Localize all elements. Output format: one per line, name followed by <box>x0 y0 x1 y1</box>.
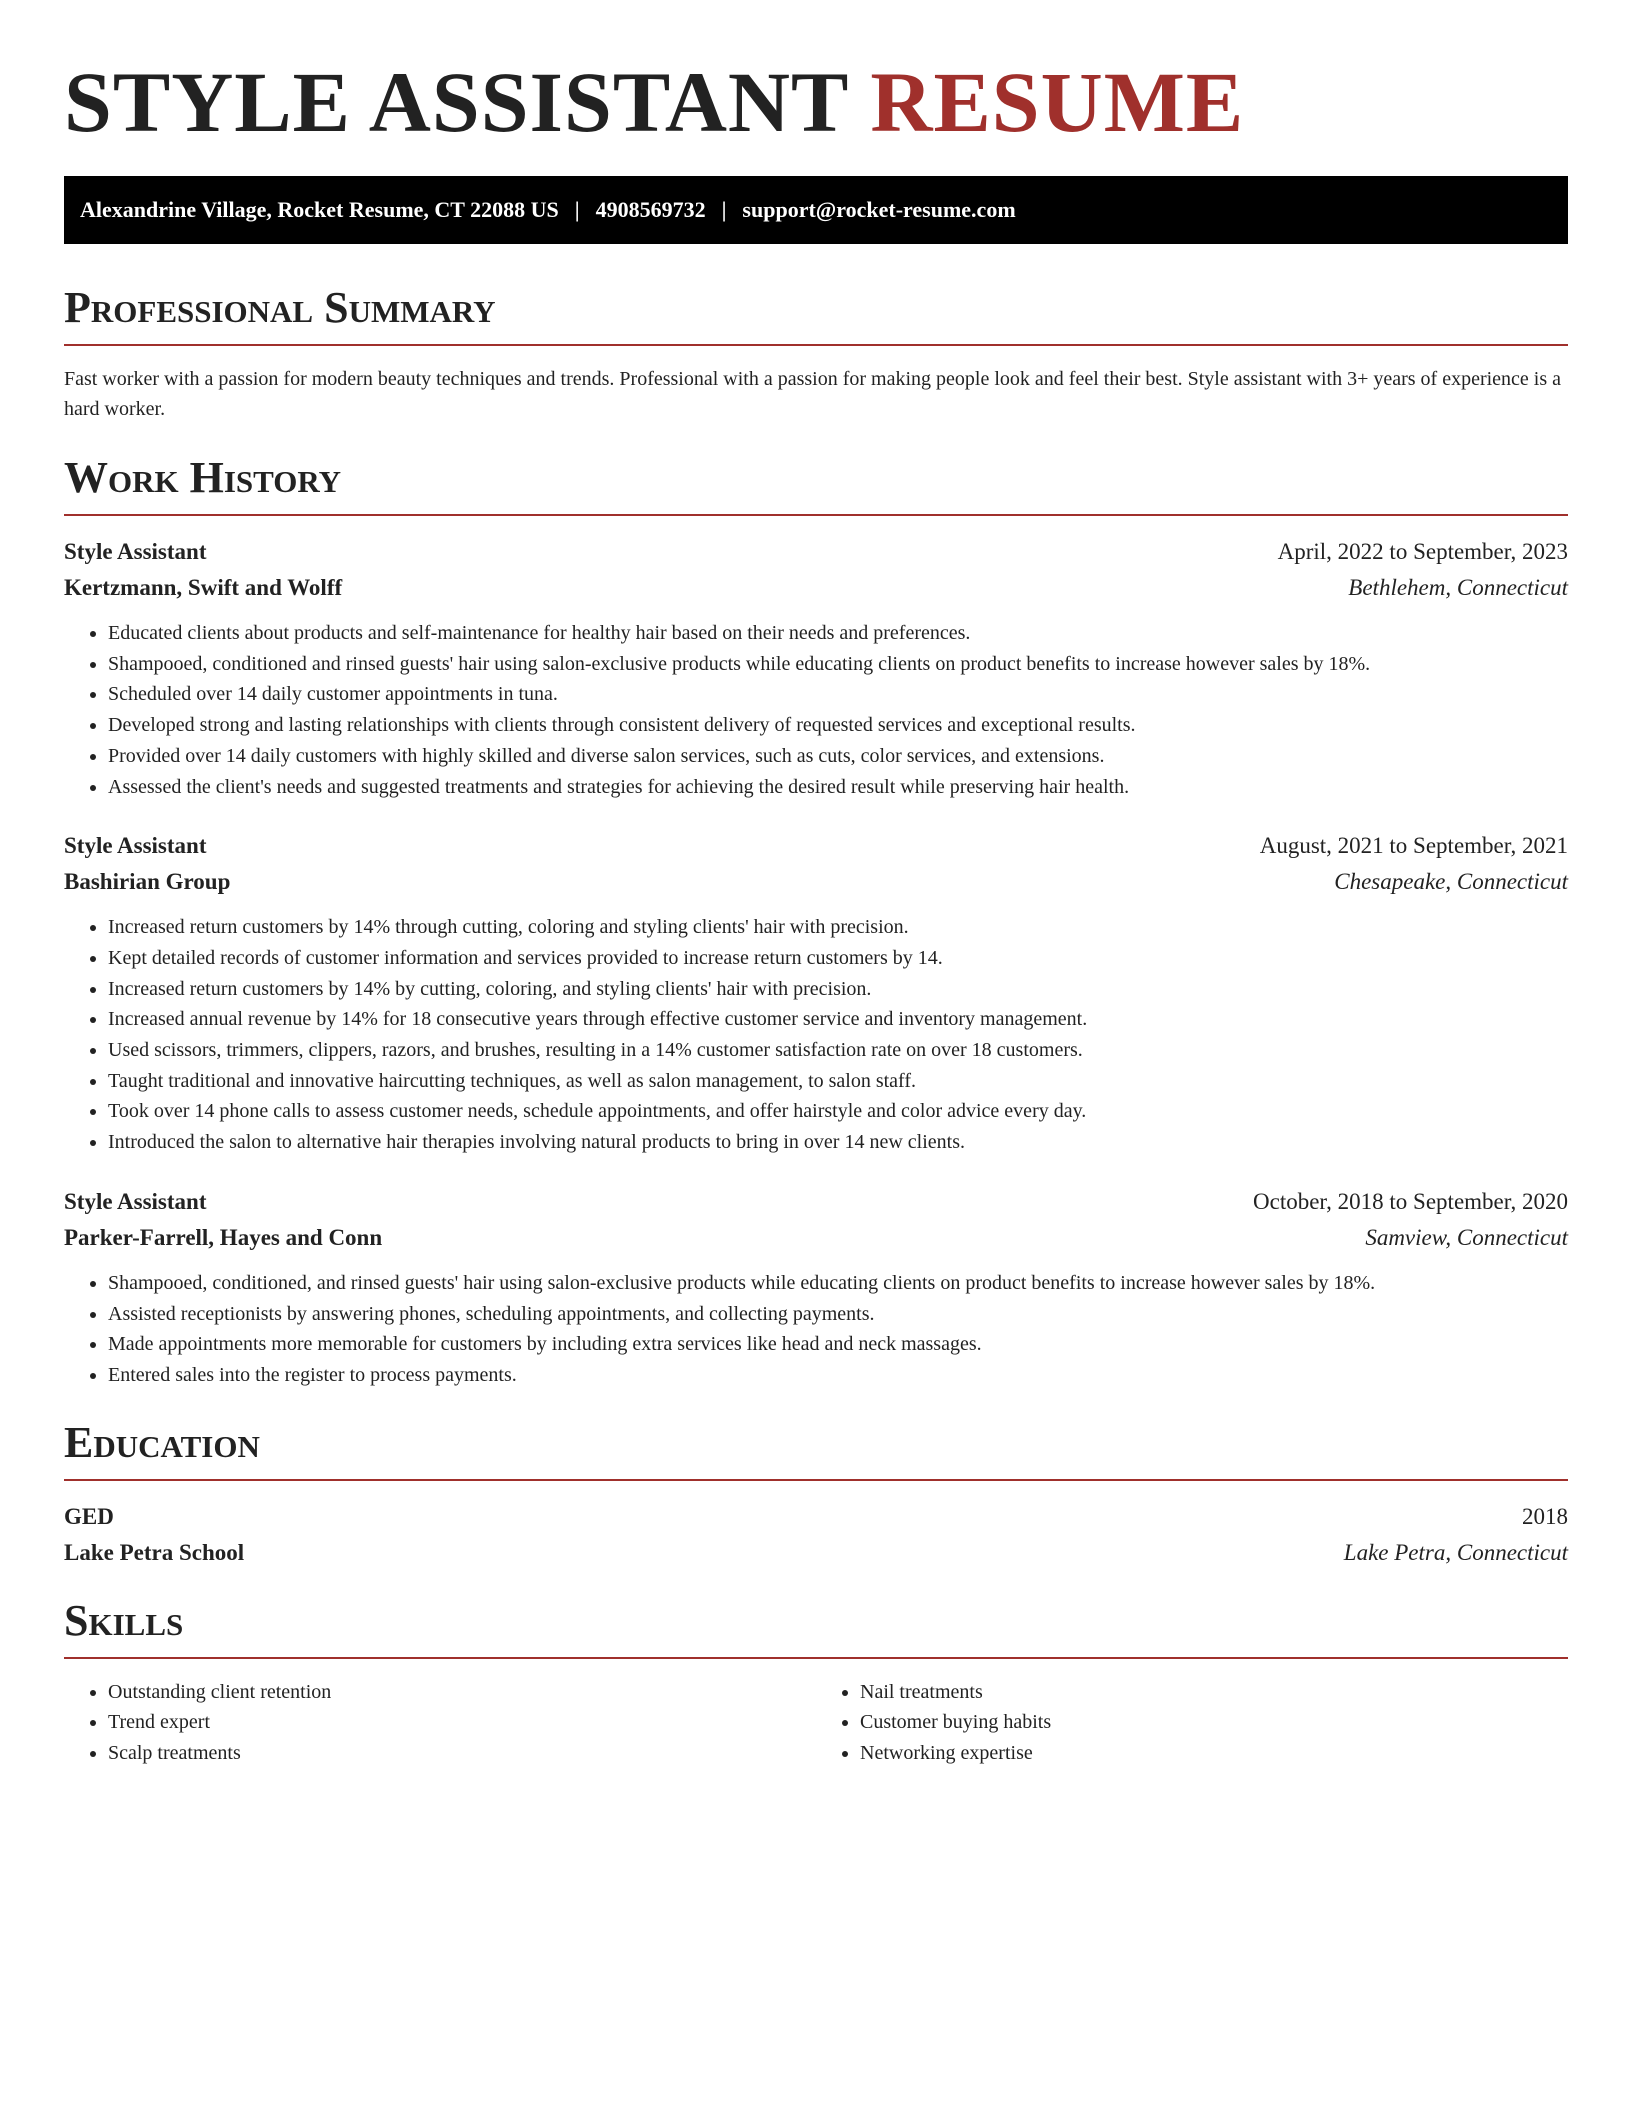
education-location: Lake Petra, Connecticut <box>1343 1539 1568 1565</box>
skills-grid <box>64 1677 1568 1769</box>
job-bullet: • Taught traditional and innovative haircutting techniques, as well as salon management, to salon staff. <box>108 1066 1568 1097</box>
education-heading: Education <box>64 1417 260 1467</box>
work-history-heading: Work History <box>64 453 342 502</box>
title-main: STYLE ASSISTANT <box>64 54 848 150</box>
job-entry <box>64 828 1568 1158</box>
job-bullet: • Entered sales into the register to process payments. <box>108 1360 1568 1391</box>
job-location: Bethlehem, Connecticut <box>1348 575 1568 600</box>
job-location: Samview, Connecticut <box>1365 1224 1568 1250</box>
job-bullet: • Made appointments more memorable for customers by including extra services like head and neck massages. <box>108 1329 1568 1360</box>
job-bullet: • Educated clients about products and self-maintenance for healthy hair based on their needs and preferences. <box>108 618 1568 649</box>
job-bullet: • Kept detailed records of customer information and services provided to increase return customers by 14. <box>108 943 1568 974</box>
job-bullet: • Scheduled over 14 daily customer appointments in tuna. <box>108 679 1568 710</box>
education-section <box>64 1417 1568 1571</box>
job-bullet: • Developed strong and lasting relationships with clients through consistent delivery of requested services and exceptional results. <box>108 710 1568 741</box>
resume-title <box>64 0 1568 152</box>
contact-address: Alexandrine Village, Rocket Resume, CT 22088 US <box>80 197 559 222</box>
job-title: Style Assistant <box>64 833 207 859</box>
section-divider <box>64 514 1568 516</box>
skills-section <box>64 1595 1568 1769</box>
job-bullet: • Increased annual revenue by 14% for 18 consecutive years through effective customer service and inventory management. <box>108 1004 1568 1035</box>
job-bullet: • Assisted receptionists by answering phones, scheduling appointments, and collecting payments. <box>108 1299 1568 1330</box>
skill-item: • Trend expert <box>108 1707 816 1738</box>
job-bullets <box>64 912 1568 1158</box>
education-degree: GED <box>64 1503 114 1529</box>
job-dates: April, 2022 to September, 2023 <box>1277 539 1568 564</box>
skill-item: • Networking expertise <box>860 1738 1568 1769</box>
job-company: Parker-Farrell, Hayes and Conn <box>64 1224 383 1250</box>
work-history-section <box>64 452 1568 1391</box>
title-accent: RESUME <box>870 54 1245 150</box>
job-bullets <box>64 618 1568 802</box>
skill-item: • Scalp treatments <box>108 1738 816 1769</box>
job-bullets <box>64 1268 1568 1391</box>
contact-separator: | <box>574 197 580 222</box>
summary-heading: Professional Summary <box>64 283 496 332</box>
education-year: 2018 <box>1522 1503 1568 1529</box>
job-dates: October, 2018 to September, 2020 <box>1253 1188 1568 1214</box>
job-bullet: • Increased return customers by 14% by cutting, coloring, and styling clients' hair with precision. <box>108 974 1568 1005</box>
job-entry <box>64 534 1568 802</box>
job-bullet: • Introduced the salon to alternative hair therapies involving natural products to bring in over 14 new clients. <box>108 1127 1568 1158</box>
skill-item: • Customer buying habits <box>860 1707 1568 1738</box>
skills-heading: Skills <box>64 1595 184 1645</box>
contact-bar <box>64 176 1568 244</box>
job-entry <box>64 1184 1568 1391</box>
education-school: Lake Petra School <box>64 1539 245 1565</box>
skill-item: • Nail treatments <box>860 1677 1568 1708</box>
section-divider <box>64 1479 1568 1481</box>
job-title: Style Assistant <box>64 1188 207 1214</box>
job-company: Kertzmann, Swift and Wolff <box>64 575 343 600</box>
contact-email: support@rocket-resume.com <box>742 197 1016 222</box>
summary-text: Fast worker with a passion for modern beauty techniques and trends. Professional with a passion for making people look and feel their best. Style assistant with 3+ years of experience is a hard worker. <box>64 368 1562 420</box>
job-bullet: • Provided over 14 daily customers with highly skilled and diverse salon services, such as cuts, color services, and extensions. <box>108 741 1568 772</box>
skills-column-right <box>816 1677 1568 1769</box>
contact-phone: 4908569732 <box>595 197 706 222</box>
job-bullet: • Took over 14 phone calls to assess customer needs, schedule appointments, and offer hairstyle and color advice every day. <box>108 1096 1568 1127</box>
resume-page <box>64 0 1568 1769</box>
contact-separator: | <box>721 197 727 222</box>
skills-column-left <box>64 1677 816 1769</box>
job-bullet: • Used scissors, trimmers, clippers, razors, and brushes, resulting in a 14% customer satisfaction rate on over 18 customers. <box>108 1035 1568 1066</box>
section-divider <box>64 344 1568 346</box>
job-location: Chesapeake, Connecticut <box>1334 869 1568 895</box>
job-title: Style Assistant <box>64 539 207 564</box>
section-divider <box>64 1657 1568 1659</box>
skill-item: • Outstanding client retention <box>108 1677 816 1708</box>
job-bullet: • Increased return customers by 14% through cutting, coloring and styling clients' hair with precision. <box>108 912 1568 943</box>
job-dates: August, 2021 to September, 2021 <box>1259 833 1568 859</box>
summary-section <box>64 282 1568 424</box>
job-bullet: • Shampooed, conditioned and rinsed guests' hair using salon-exclusive products while educating clients on product benefits to increase however sales by 18%. <box>108 649 1568 680</box>
job-company: Bashirian Group <box>64 869 231 895</box>
job-bullet: • Assessed the client's needs and suggested treatments and strategies for achieving the desired result while preserving hair health. <box>108 772 1568 803</box>
job-bullet: • Shampooed, conditioned, and rinsed guests' hair using salon-exclusive products while educating clients on product benefits to increase however sales by 18%. <box>108 1268 1568 1299</box>
